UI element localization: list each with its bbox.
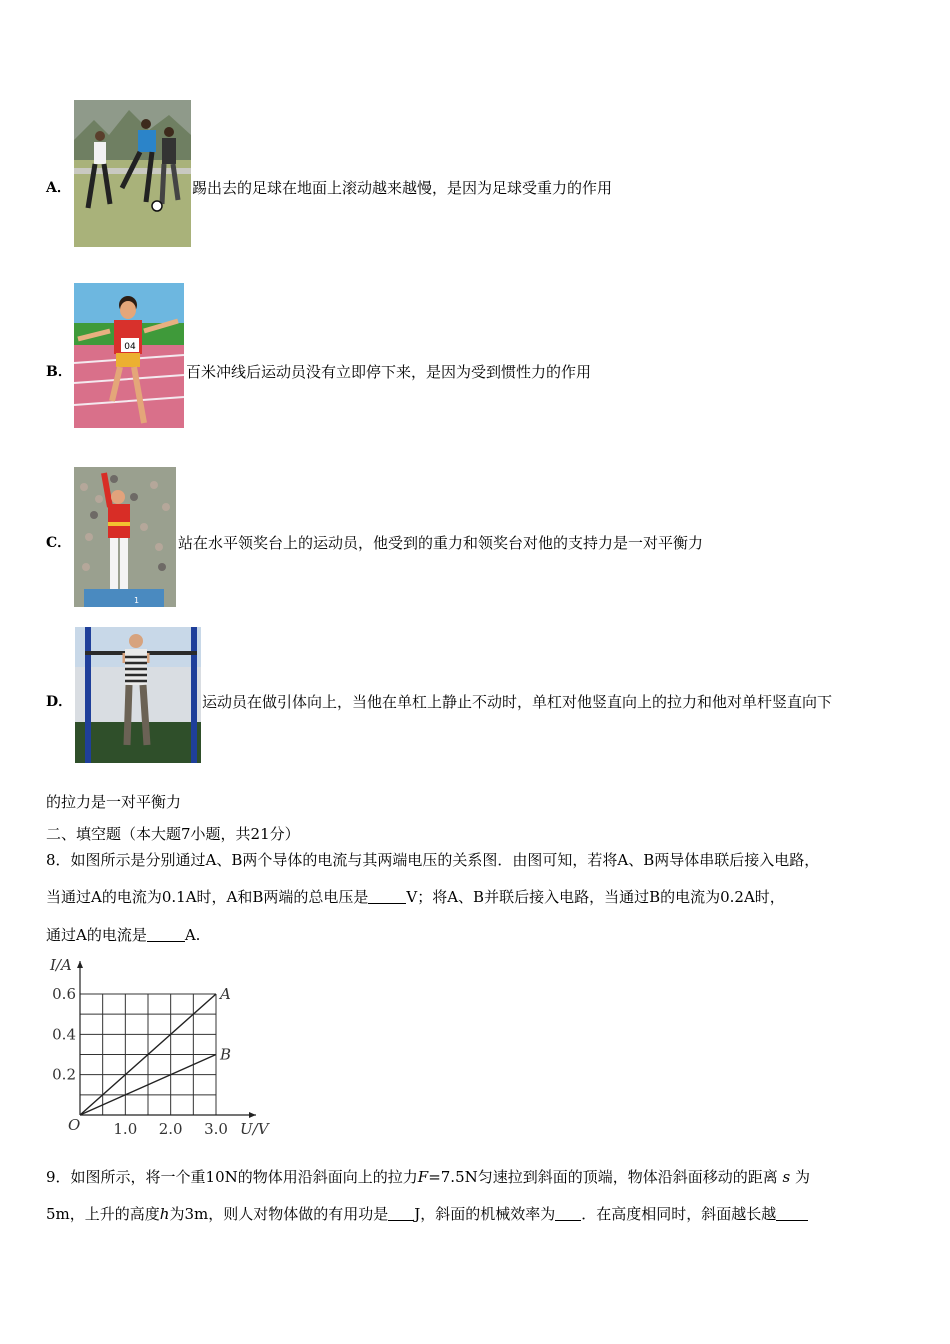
- q9-var-s: s: [782, 1168, 791, 1186]
- option-d-text: 运动员在做引体向上，当他在单杠上静止不动时，单杠对他竖直向上的拉力和他对单杆竖直向下: [202, 693, 833, 711]
- origin-label: O: [68, 1116, 81, 1134]
- x-axis-arrow: [249, 1112, 256, 1118]
- series-label-a: A: [220, 985, 231, 1003]
- section-heading: 二、填空题（本大题7小题，共21分）: [46, 825, 300, 843]
- y-tick-label: 0.4: [52, 1025, 76, 1044]
- series-label-b: B: [220, 1045, 232, 1064]
- option-d-label: D．: [46, 694, 73, 710]
- x-tick-label: 3.0: [204, 1120, 228, 1138]
- option-c-text: 站在水平领奖台上的运动员，他受到的重力和领奖台对他的支持力是一对平衡力: [178, 534, 704, 552]
- q9-line1-mid: =7.5N匀速拉到斜面的顶端，物体沿斜面移动的距离: [428, 1168, 778, 1186]
- x-axis-label: U/V: [240, 1120, 269, 1138]
- q9-line2: [46, 1203, 808, 1224]
- bib-number: 04: [124, 342, 136, 352]
- sprinter-photo: [74, 283, 184, 428]
- pullup-photo: [75, 627, 201, 763]
- q9-blank-1: [388, 1206, 414, 1221]
- q8-blank-2: [147, 927, 185, 942]
- q8-line3-end: A.: [184, 926, 201, 944]
- option-a-label: A．: [46, 180, 71, 196]
- q9-line2-part4: ．在高度相同时，斜面越长越: [581, 1205, 777, 1223]
- option-b-label: B．: [46, 364, 72, 380]
- x-tick-label: 2.0: [158, 1120, 183, 1138]
- q8-line3: [46, 924, 200, 945]
- option-a-text: 踢出去的足球在地面上滚动越来越慢，是因为足球受重力的作用: [192, 179, 613, 197]
- q9-line2-part3: J，斜面的机械效率为: [414, 1205, 556, 1223]
- y-tick-label: 0.2: [52, 1065, 76, 1084]
- q8-line2: [46, 886, 785, 907]
- q8-line3-start: 通过A的电流是: [46, 926, 147, 944]
- y-tick-label: 0.6: [52, 985, 76, 1003]
- option-d-continuation: 的拉力是一对平衡力: [46, 793, 182, 811]
- podium-photo: [74, 467, 176, 607]
- y-axis-arrow: [77, 961, 83, 968]
- q9-line1: [46, 1166, 810, 1187]
- q9-blank-2: [555, 1206, 581, 1221]
- soccer-photo: [74, 100, 191, 247]
- q9-line1-start: 9．如图所示，将一个重10N的物体用沿斜面向上的拉力: [46, 1168, 418, 1186]
- q8-blank-1: [368, 889, 406, 904]
- podium-number: 1: [134, 596, 140, 605]
- option-b-text: 百米冲线后运动员没有立即停下来，是因为受到惯性力的作用: [186, 363, 592, 381]
- q9-line1-end: 为: [795, 1168, 811, 1186]
- q8-line2-end: V；将A、B并联后接入电路，当通过B的电流为0.2A时，: [406, 888, 785, 906]
- q9-var-f: F: [417, 1168, 429, 1186]
- option-c-label: C．: [46, 535, 72, 551]
- iu-chart: [44, 953, 274, 1143]
- q9-line2-start: 5m，上升的高度: [46, 1205, 160, 1223]
- iu-chart-svg: [44, 953, 274, 1143]
- q8-line2-start: 当通过A的电流为0.1A时，A和B两端的总电压是: [46, 888, 369, 906]
- x-tick-label: 1.0: [113, 1120, 138, 1138]
- q9-blank-3: [776, 1206, 808, 1221]
- y-axis-label: I/A: [50, 956, 72, 974]
- q9-line2-part2: 为3m，则人对物体做的有用功是: [169, 1205, 389, 1223]
- q9-var-h: h: [159, 1205, 170, 1223]
- q8-line1: 8．如图所示是分别通过A、B两个导体的电流与其两端电压的关系图．由图可知，若将A、B两导体串联后接入电路，: [46, 851, 820, 869]
